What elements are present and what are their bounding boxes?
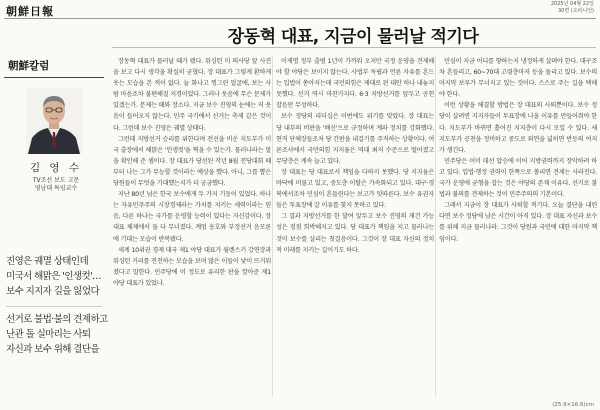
author-portrait-image xyxy=(26,88,82,154)
dateline xyxy=(551,1,594,15)
body-column-2 xyxy=(276,56,434,396)
dateline-date: 2025년 04월 22일 xyxy=(550,1,594,7)
pull-quote-line: 진영은 궤멸 상태인데 xyxy=(6,256,89,267)
columnist-sidebar xyxy=(4,58,108,193)
pull-quote-line: 자신과 보수 위해 결단을 xyxy=(6,344,100,355)
body-paragraph: 세계 10위권 경제 대국 제1 야당 대표가 월렌스키 강연장과 워싱턴 거리를 전전하는 모습을 보며 많은 이들이 낯이 뜨거워졌다고 말한다. 민주당에 이 정도로 유리한 판을 깔아준 제1 야당 대표가 있었나. xyxy=(113,246,271,287)
body-paragraph: 민주당은 이미 대선 압승에 이어 지방권력까지 장악하려 하고 있다. 입법·행정 권력이 한쪽으로 쏠리면 견제는 사라진다. 국가 운영에 균형을 잡는 것은 야당의 존재 이유다. 선거로 불법과 불의를 견제하는 것이 민주주의의 기본이다. xyxy=(439,157,597,199)
pull-quote-divider xyxy=(6,306,102,307)
body-paragraph: 이재명 정부 출범 1년이 가까워 오지만 국정 운영을 견제해야 할 야당은 보이지 않는다. 사법부 독립과 언론 자유를 흔드는 입법이 쏟아지는데 국민의힘은 제대로 된 대안 하나 내놓지 못했다. 선거 역시 마찬가지다. 6·3 지방선거를 앞두고 공천 잡음만 무성하다. xyxy=(276,58,434,110)
column-separator xyxy=(435,56,436,396)
body-paragraph: 장동혁 대표가 물러날 때가 됐다. 워싱턴 미 의사당 앞 사진을 보고 다시 생각을 확실히 굳혔다. 장 대표가 그렇게 환하게 웃는 모습을 본 적이 없다. 늘 화나고 찡그린 얼굴에, 보는 사람 마음조차 불편해질 지경이었다. 그러나 웃음에 무슨 문제가 있겠는가. 문제는 때와 장소다. 지금 보수 진영의 눈에는 저 웃음이 들어오지 않는다. 민주 국가에서 선거는 축제 같은 것이다. 그런데 보수 진영은 궤멸 상태다. xyxy=(113,58,271,132)
pull-quote-1 xyxy=(6,254,106,299)
headline-rule xyxy=(112,47,596,48)
body-column-1 xyxy=(113,56,271,396)
body-paragraph: 그 결과 지방선거를 한 달여 앞두고 보수 진영의 재건 가능성은 점점 희박해지고 있다. 당 대표가 책임을 지고 물러나는 것이 보수를 살리는 첫걸음이다. 그것이 장 대표 자신의 정치적 미래를 지키는 길이기도 하다. xyxy=(276,213,434,254)
top-rule xyxy=(4,18,596,19)
pull-quote-line: 미국서 해맑은 '인생컷'… xyxy=(6,271,101,282)
column-name: 朝鮮칼럼 xyxy=(8,60,50,72)
body-paragraph: 장 대표는 당 대표로서 책임을 다하지 못했다. 당 지지율은 바닥에 머물고 있고, 중도층 이탈은 가속화되고 있다. 대구·경북에서조차 민심이 흔들린다는 보고가 잇따른다. 보수 유권자들은 투표장에 갈 이유를 찾지 못하고 있다. xyxy=(276,168,434,210)
article-headline: 장동혁 대표, 지금이 물러날 적기다 xyxy=(227,27,479,47)
newspaper-masthead: 朝鮮日報 xyxy=(6,5,54,18)
body-paragraph: 민심이 지금 어디를 향하는지 냉정하게 살펴야 한다. 대구조차 흔들리고, 60~70대 고령층마저 등을 돌리고 있다. 보수의 마지막 보루가 무너지고 있는 것이다. 스스로 주는 길을 택해야 한다. xyxy=(439,58,597,99)
pull-quote-2 xyxy=(6,312,106,357)
print-size-code: (25.9×16.6)cm xyxy=(552,402,594,408)
body-paragraph: 이런 상황을 해결할 방법은 장 대표의 사퇴뿐이다. 보수 정당이 살려면 지지자들이 투표장에 나올 이유를 만들어줘야 한다. 지도부가 바뀌면 흩어진 지지층이 다시 모일 수 있다. 새 지도부가 공천을 정비하고 중도로 외연을 넓히면 반등의 여지가 생긴다. xyxy=(439,102,597,154)
dateline-page: 30면 (오피니언) xyxy=(557,8,594,14)
pull-quote-line: 난관 돌 실마리는 사퇴 xyxy=(6,329,91,340)
body-paragraph: 그래서 지금이 장 대표가 사퇴할 적기다. 오늘 결단을 내린다면 보수 정당에 남은 시간이 아직 있다. 장 대표 자신과 보수를 위해 지금 물러나라. 그것이 당원과 국민에 대한 마지막 책임이다. xyxy=(439,202,597,243)
pull-quote-line: 보수 지지자 길을 잃었다 xyxy=(6,286,100,297)
author-title-line-2: 영남대 특임교수 xyxy=(34,185,78,192)
body-paragraph: 그런데 지방선거 승리를 위한다며 전선을 비운 지도부가 미국 출장에서 해맑은 '인생컷'을 찍을 수 있는가. 물러나라는 말을 확인해 준 셈이다. 장 대표가 당선된 작년 8월 전당대회 때부터 나는 그가 무능할 것이라는 예상을 했다. 아니, 그를 뽑은 당원들이 무엇을 기대했는지가 더 궁금했다. xyxy=(113,135,271,188)
column-separator xyxy=(272,56,273,396)
author-name: 김 영 수 xyxy=(29,162,83,174)
pull-quote-line: 선거로 불법·불의 견제하고 xyxy=(6,314,108,325)
author-title-line-1: TV조선 보도 고문 xyxy=(32,177,80,184)
column-rule xyxy=(4,77,104,78)
author-title xyxy=(4,177,108,193)
body-paragraph: 지난 80년 넘은 한국 보수에게 두 가지 기둥이 있었다. 하나는 자유민주주의 시장경제라는 가치를 지키는 세력이라는 믿음, 다른 하나는 국가를 운영할 능력이 있다는 자신감이다. 장 대표 체제에서 둘 다 무너졌다. 계엄 옹호와 부정선거 음모론에 기대는 모습이 반복됐다. xyxy=(113,191,271,243)
body-paragraph: 보수 정당의 리더십은 이번에도 위기를 맞았다. 장 대표는 당 내부의 비판을 '배신'으로 규정하며 계파 정치를 강화했다. 현직 단체장들조차 당 간판을 내걸기를 주저하는 상황이다. 여론조사에서 국민의힘 지지율은 역대 최저 수준으로 떨어졌고 무당층은 계속 늘고 있다. xyxy=(276,113,434,165)
body-column-3 xyxy=(439,56,597,396)
author-portrait xyxy=(26,88,82,154)
